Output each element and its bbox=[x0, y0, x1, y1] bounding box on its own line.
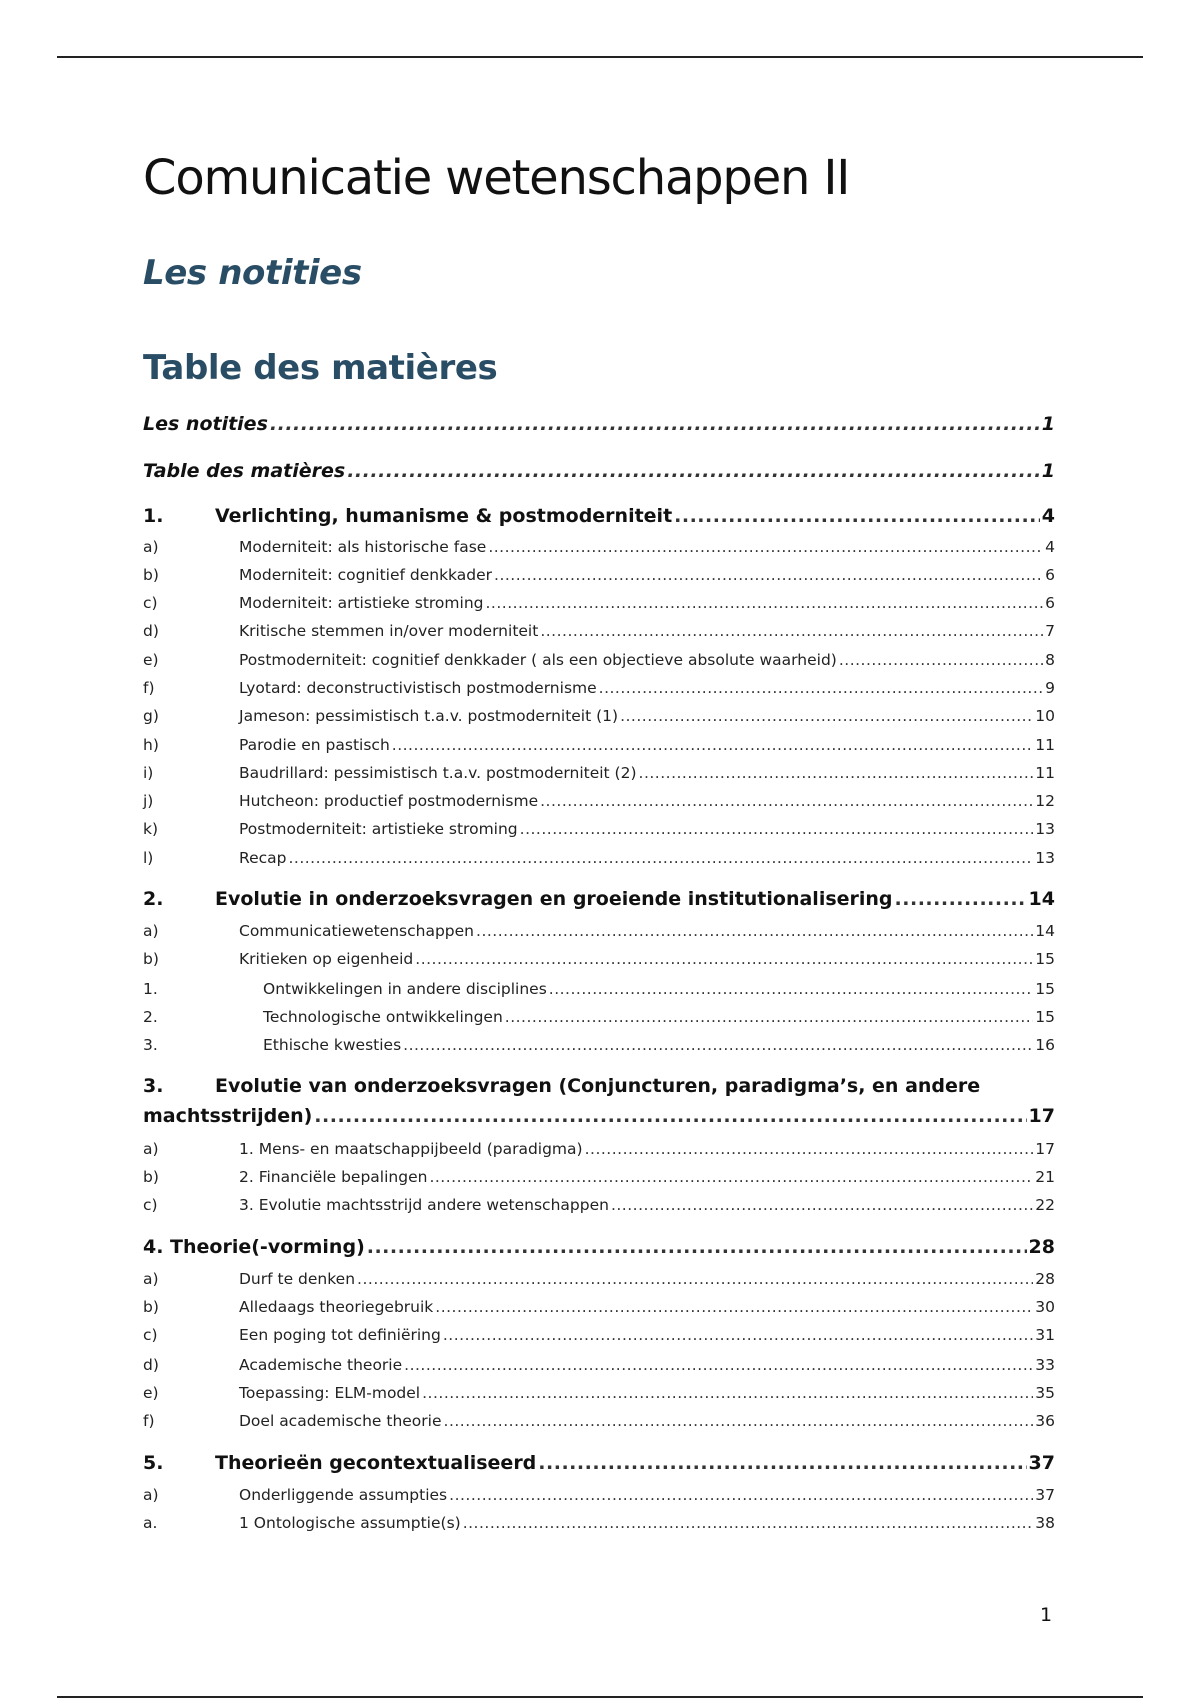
toc-entry-label: Onderliggende assumpties bbox=[239, 1486, 448, 1504]
toc-entry-page: 10 bbox=[1035, 707, 1055, 725]
toc-entry-page: 33 bbox=[1035, 1356, 1055, 1374]
toc-entry-number: 1. bbox=[143, 980, 158, 998]
toc-entry-page: 36 bbox=[1035, 1412, 1055, 1430]
toc-leader bbox=[476, 922, 1033, 940]
toc-leader bbox=[463, 1514, 1034, 1532]
toc-chapter-page: 37 bbox=[1028, 1452, 1055, 1474]
toc-entry-page: 13 bbox=[1035, 820, 1055, 838]
toc-leader bbox=[357, 1270, 1033, 1288]
toc-leader bbox=[611, 1196, 1033, 1214]
toc-leader bbox=[429, 1168, 1033, 1186]
toc-leader bbox=[288, 849, 1033, 867]
toc-chapter-label: Evolutie van onderzoeksvragen (Conjuncturen, paradigma’s, en andere bbox=[215, 1075, 981, 1097]
toc-entry-page: 11 bbox=[1035, 764, 1055, 782]
toc-entry-label: Kritieken op eigenheid bbox=[239, 950, 414, 968]
toc-entry-label: 2. Financiële bepalingen bbox=[239, 1168, 428, 1186]
toc-entry[interactable] bbox=[143, 594, 1055, 612]
toc-entry[interactable] bbox=[143, 764, 1055, 782]
toc-entry[interactable] bbox=[143, 622, 1055, 640]
toc-leader bbox=[392, 736, 1033, 754]
toc-entry-page: 1 bbox=[1041, 413, 1055, 435]
toc-entry-number: 3. bbox=[143, 1036, 158, 1054]
toc-entry-label: Ethische kwesties bbox=[263, 1036, 402, 1054]
toc-leader bbox=[540, 792, 1033, 810]
toc-entry-page: 4 bbox=[1045, 538, 1055, 556]
toc-entry-page: 31 bbox=[1035, 1326, 1055, 1344]
toc-entry[interactable] bbox=[143, 1168, 1055, 1186]
toc-chapter-label: 4. Theorie(-vorming) bbox=[143, 1236, 365, 1258]
toc-leader bbox=[422, 1384, 1033, 1402]
toc-leader bbox=[435, 1298, 1033, 1316]
toc-entry-page: 6 bbox=[1045, 566, 1055, 584]
toc-entry[interactable] bbox=[143, 922, 1055, 940]
toc-entry[interactable] bbox=[143, 736, 1055, 754]
toc-leader bbox=[443, 1326, 1033, 1344]
toc-leader bbox=[347, 460, 1040, 482]
toc-entry-number: c) bbox=[143, 1326, 158, 1344]
toc-entry-page: 7 bbox=[1045, 622, 1055, 640]
toc-entry-table-des-matieres[interactable] bbox=[143, 460, 1055, 482]
toc-chapter-label: Theorieën gecontextualiseerd bbox=[215, 1452, 537, 1474]
toc-entry-page: 1 bbox=[1041, 460, 1055, 482]
toc-entry-label: Moderniteit: als historische fase bbox=[239, 538, 487, 556]
toc-entry-label: 3. Evolutie machtsstrijd andere wetenschappen bbox=[239, 1196, 609, 1214]
toc-leader bbox=[549, 980, 1033, 998]
toc-leader bbox=[488, 538, 1043, 556]
toc-entry[interactable] bbox=[143, 1140, 1055, 1158]
toc-leader bbox=[367, 1236, 1027, 1258]
toc-entry-number: h) bbox=[143, 736, 159, 754]
toc-entry-page: 21 bbox=[1035, 1168, 1055, 1186]
toc-entry-label: Doel academische theorie bbox=[239, 1412, 442, 1430]
toc-entry-number: a. bbox=[143, 1514, 158, 1532]
toc-chapter-number: 1. bbox=[143, 505, 164, 527]
toc-chapter-3-line2[interactable] bbox=[143, 1105, 1055, 1127]
toc-entry-label: Ontwikkelingen in andere disciplines bbox=[263, 980, 547, 998]
toc-entry-number: c) bbox=[143, 594, 158, 612]
toc-entry-page: 13 bbox=[1035, 849, 1055, 867]
toc-chapter-page: 14 bbox=[1028, 888, 1055, 910]
toc-entry[interactable] bbox=[143, 792, 1055, 810]
toc-chapter-page: 28 bbox=[1028, 1236, 1055, 1258]
toc-chapter-label: Verlichting, humanisme & postmoderniteit bbox=[215, 505, 673, 527]
toc-leader bbox=[449, 1486, 1033, 1504]
toc-entry-label: Hutcheon: productief postmodernisme bbox=[239, 792, 539, 810]
toc-entry-number: b) bbox=[143, 1298, 159, 1316]
toc-entry-number: f) bbox=[143, 679, 155, 697]
toc-entry[interactable] bbox=[143, 538, 1055, 556]
toc-entry-number: c) bbox=[143, 1196, 158, 1214]
toc-leader bbox=[538, 1452, 1026, 1474]
toc-chapter-2[interactable] bbox=[143, 888, 1055, 910]
toc-leader bbox=[520, 820, 1034, 838]
toc-entry-label: Communicatiewetenschappen bbox=[239, 922, 475, 940]
toc-chapter-number: 3. bbox=[143, 1075, 164, 1097]
toc-leader bbox=[444, 1412, 1034, 1430]
toc-entry-label: Jameson: pessimistisch t.a.v. postmoderniteit (1) bbox=[239, 707, 619, 725]
toc-chapter-4[interactable] bbox=[143, 1236, 1055, 1258]
toc-entry-number: b) bbox=[143, 950, 159, 968]
toc-entry-number: l) bbox=[143, 849, 154, 867]
toc-entry[interactable] bbox=[143, 820, 1055, 838]
document-subtitle: Les notities bbox=[143, 253, 362, 293]
toc-chapter-3-line1[interactable] bbox=[143, 1075, 1055, 1097]
document-title: Comunicatie wetenschappen II bbox=[143, 150, 850, 206]
toc-leader bbox=[839, 651, 1043, 669]
toc-entry-page: 11 bbox=[1035, 736, 1055, 754]
toc-chapter-1[interactable] bbox=[143, 505, 1055, 527]
toc-chapter-number: 2. bbox=[143, 888, 164, 910]
toc-entry-label: Les notities bbox=[143, 413, 268, 435]
toc-entry-label: Een poging tot definiëring bbox=[239, 1326, 441, 1344]
toc-entry[interactable] bbox=[143, 707, 1055, 725]
toc-entry[interactable] bbox=[143, 566, 1055, 584]
toc-entry-number: f) bbox=[143, 1412, 155, 1430]
toc-entry-number: e) bbox=[143, 1384, 159, 1402]
toc-entry-label: 1. Mens- en maatschappijbeeld (paradigma) bbox=[239, 1140, 583, 1158]
toc-entry[interactable] bbox=[143, 1326, 1055, 1344]
toc-entry-page: 12 bbox=[1035, 792, 1055, 810]
toc-entry-number: a) bbox=[143, 1486, 159, 1504]
toc-entry-number: i) bbox=[143, 764, 154, 782]
toc-entry-page: 38 bbox=[1035, 1514, 1055, 1532]
toc-entry-label: Table des matières bbox=[143, 460, 346, 482]
toc-entry-number: k) bbox=[143, 820, 159, 838]
toc-entry-label: Alledaags theoriegebruik bbox=[239, 1298, 434, 1316]
toc-heading: Table des matières bbox=[143, 348, 498, 388]
toc-leader bbox=[639, 764, 1034, 782]
toc-entry-number: g) bbox=[143, 707, 159, 725]
toc-entry-page: 17 bbox=[1035, 1140, 1055, 1158]
toc-entry[interactable] bbox=[143, 980, 1055, 998]
toc-entry-number: a) bbox=[143, 1140, 159, 1158]
toc-entry-page: 37 bbox=[1035, 1486, 1055, 1504]
toc-entry-number: e) bbox=[143, 651, 159, 669]
toc-leader bbox=[485, 594, 1043, 612]
toc-entry-page: 9 bbox=[1045, 679, 1055, 697]
toc-entry[interactable] bbox=[143, 1486, 1055, 1504]
toc-entry[interactable] bbox=[143, 1036, 1055, 1054]
toc-entry[interactable] bbox=[143, 651, 1055, 669]
toc-leader bbox=[540, 622, 1043, 640]
toc-entry[interactable] bbox=[143, 1412, 1055, 1430]
toc-entry-number: d) bbox=[143, 1356, 159, 1374]
toc-chapter-5[interactable] bbox=[143, 1452, 1055, 1474]
toc-entry[interactable] bbox=[143, 1196, 1055, 1214]
toc-leader bbox=[599, 679, 1043, 697]
page-number: 1 bbox=[1040, 1604, 1053, 1626]
toc-entry[interactable] bbox=[143, 1298, 1055, 1316]
toc-entry-number: 2. bbox=[143, 1008, 158, 1026]
toc-entry-number: a) bbox=[143, 922, 159, 940]
toc-entry-label: Technologische ontwikkelingen bbox=[263, 1008, 503, 1026]
toc-entry-page: 30 bbox=[1035, 1298, 1055, 1316]
toc-entry-page: 28 bbox=[1035, 1270, 1055, 1288]
toc-entry-label: Lyotard: deconstructivistisch postmodernisme bbox=[239, 679, 597, 697]
toc-entry-number: a) bbox=[143, 538, 159, 556]
header-rule bbox=[57, 56, 1143, 58]
toc-entry-number: d) bbox=[143, 622, 159, 640]
toc-entry-label: 1 Ontologische assumptie(s) bbox=[239, 1514, 461, 1532]
toc-chapter-number: 5. bbox=[143, 1452, 164, 1474]
toc-entry-number: b) bbox=[143, 1168, 159, 1186]
toc-entry-label: Moderniteit: cognitief denkkader bbox=[239, 566, 493, 584]
toc-leader bbox=[674, 505, 1040, 527]
toc-entry-label: Kritische stemmen in/over moderniteit bbox=[239, 622, 539, 640]
toc-leader bbox=[270, 413, 1040, 435]
toc-entry[interactable] bbox=[143, 849, 1055, 867]
toc-entry-label: Durf te denken bbox=[239, 1270, 356, 1288]
toc-leader bbox=[585, 1140, 1034, 1158]
toc-entry-page: 16 bbox=[1035, 1036, 1055, 1054]
footer-rule bbox=[57, 1696, 1143, 1698]
toc-entry-label: Baudrillard: pessimistisch t.a.v. postmoderniteit (2) bbox=[239, 764, 637, 782]
toc-leader bbox=[415, 950, 1033, 968]
toc-entry[interactable] bbox=[143, 950, 1055, 968]
toc-entry-label: Recap bbox=[239, 849, 287, 867]
toc-entry[interactable] bbox=[143, 1514, 1055, 1532]
toc-chapter-page: 17 bbox=[1028, 1105, 1055, 1127]
toc-entry-page: 14 bbox=[1035, 922, 1055, 940]
toc-entry-page: 15 bbox=[1035, 1008, 1055, 1026]
toc-entry-label: Academische theorie bbox=[239, 1356, 403, 1374]
toc-entry-number: a) bbox=[143, 1270, 159, 1288]
toc-leader bbox=[403, 1036, 1033, 1054]
toc-chapter-page: 4 bbox=[1041, 505, 1055, 527]
toc-leader bbox=[895, 888, 1027, 910]
toc-entry-label: Parodie en pastisch bbox=[239, 736, 390, 754]
toc-entry-les-notities[interactable] bbox=[143, 413, 1055, 435]
toc-entry[interactable] bbox=[143, 679, 1055, 697]
toc-entry-label: Moderniteit: artistieke stroming bbox=[239, 594, 484, 612]
toc-leader bbox=[505, 1008, 1033, 1026]
toc-entry-number: j) bbox=[143, 792, 154, 810]
toc-entry-page: 35 bbox=[1035, 1384, 1055, 1402]
toc-entry-page: 22 bbox=[1035, 1196, 1055, 1214]
toc-entry-label: Postmoderniteit: cognitief denkkader ( als een objectieve absolute waarheid) bbox=[239, 651, 837, 669]
toc-entry-number: b) bbox=[143, 566, 159, 584]
toc-entry-page: 15 bbox=[1035, 980, 1055, 998]
toc-leader bbox=[494, 566, 1043, 584]
toc-entry-label: Postmoderniteit: artistieke stroming bbox=[239, 820, 518, 838]
toc-leader bbox=[314, 1105, 1026, 1127]
toc-leader bbox=[404, 1356, 1033, 1374]
toc-entry[interactable] bbox=[143, 1270, 1055, 1288]
toc-entry-label: Toepassing: ELM-model bbox=[239, 1384, 421, 1402]
toc-entry[interactable] bbox=[143, 1008, 1055, 1026]
toc-entry[interactable] bbox=[143, 1384, 1055, 1402]
toc-chapter-label: Evolutie in onderzoeksvragen en groeiende institutionalisering bbox=[215, 888, 893, 910]
toc-entry-page: 6 bbox=[1045, 594, 1055, 612]
toc-entry-page: 8 bbox=[1045, 651, 1055, 669]
toc-entry[interactable] bbox=[143, 1356, 1055, 1374]
toc-entry-page: 15 bbox=[1035, 950, 1055, 968]
toc-leader bbox=[620, 707, 1033, 725]
toc-chapter-label-continued: machtsstrijden) bbox=[143, 1105, 313, 1127]
